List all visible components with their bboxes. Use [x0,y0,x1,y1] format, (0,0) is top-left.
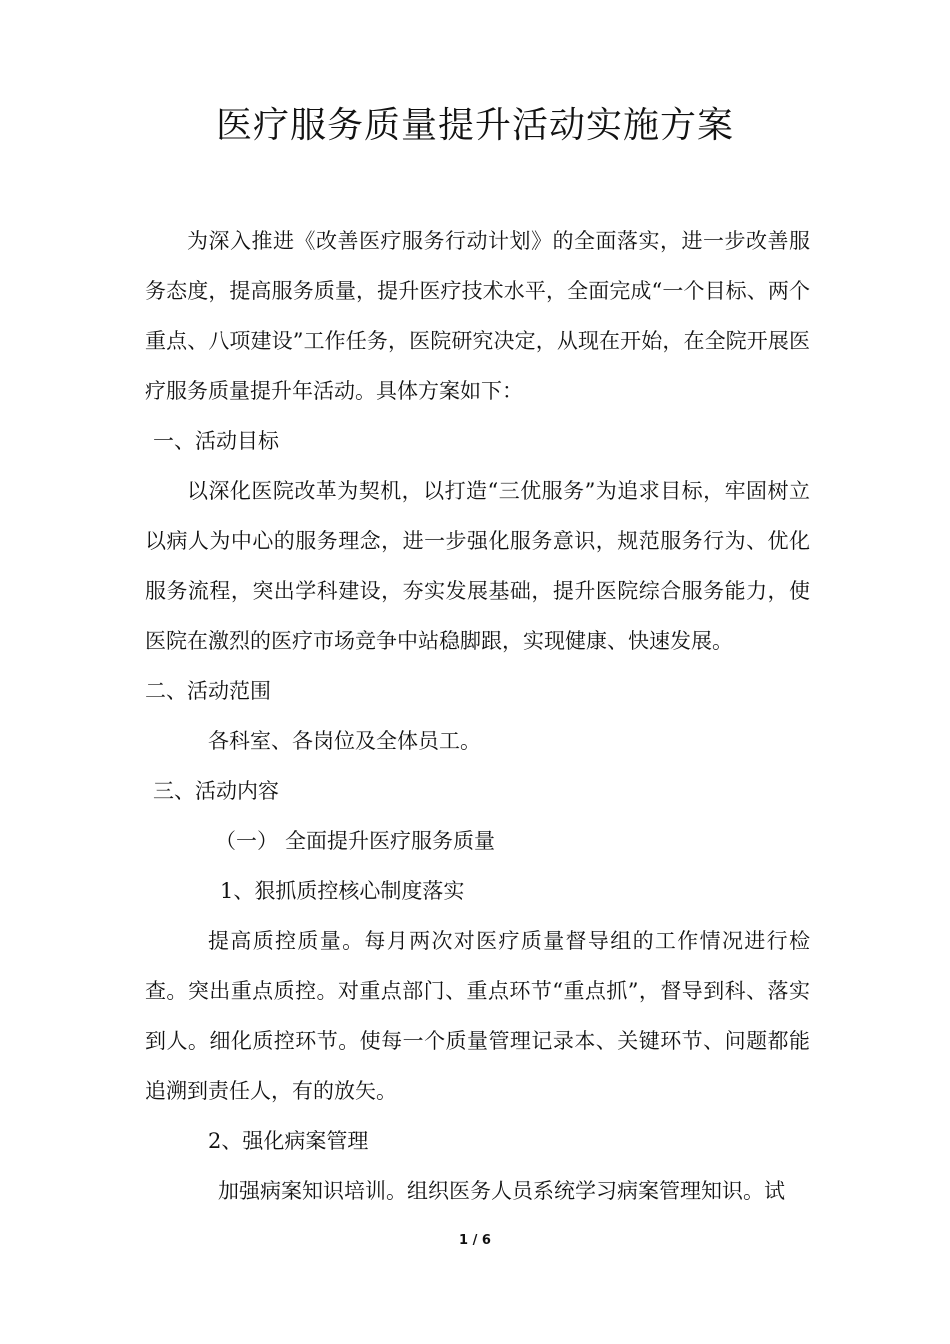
intro-paragraph: 为深入推进《改善医疗服务行动计划》的全面落实，进一步改善服务态度，提高服务质量，提升医疗技术水平，全面完成“一个目标、两个重点、八项建设”工作任务，医院研究决定，从现在开始，在全院开展医疗服务质量提升年活动。具体方案如下： [145,229,810,403]
section-2-paragraph: 各科室、各岗位及全体员工。 [208,729,481,753]
item-1-heading: 1、狠抓质控核心制度落实 [220,879,465,903]
section-1-paragraph: 以深化医院改革为契机，以打造“三优服务”为追求目标，牢固树立以病人为中心的服务理念，进一步强化服务意识，规范服务行为、优化服务流程，突出学科建设，夯实发展基础，提升医院综合服务能力，使医院在激烈的医疗市场竞争中站稳脚跟，实现健康、快速发展。 [145,479,810,653]
subsection-1-number: （一） [215,829,278,853]
document-body [145,216,810,1216]
section-2-heading: 二、活动范围 [145,679,271,703]
document-title: 医疗服务质量提升活动实施方案 [215,105,734,146]
subsection-1-title: 全面提升医疗服务质量 [285,829,495,853]
item-2-paragraph: 加强病案知识培训。组织医务人员系统学习病案管理知识。试 [218,1179,785,1203]
item-2-heading: 2、强化病案管理 [208,1129,369,1153]
subsection-1-heading [145,816,810,866]
section-3-heading: 三、活动内容 [153,779,279,803]
item-1-paragraph: 提高质控质量。每月两次对医疗质量督导组的工作情况进行检查。突出重点质控。对重点部门、重点环节“重点抓”，督导到科、落实到人。细化质控环节。使每一个质量管理记录本、关键环节、问题都能追溯到责任人，有的放矢。 [145,929,810,1103]
page-number: 1 / 6 [459,1233,491,1248]
section-1-heading: 一、活动目标 [153,429,279,453]
